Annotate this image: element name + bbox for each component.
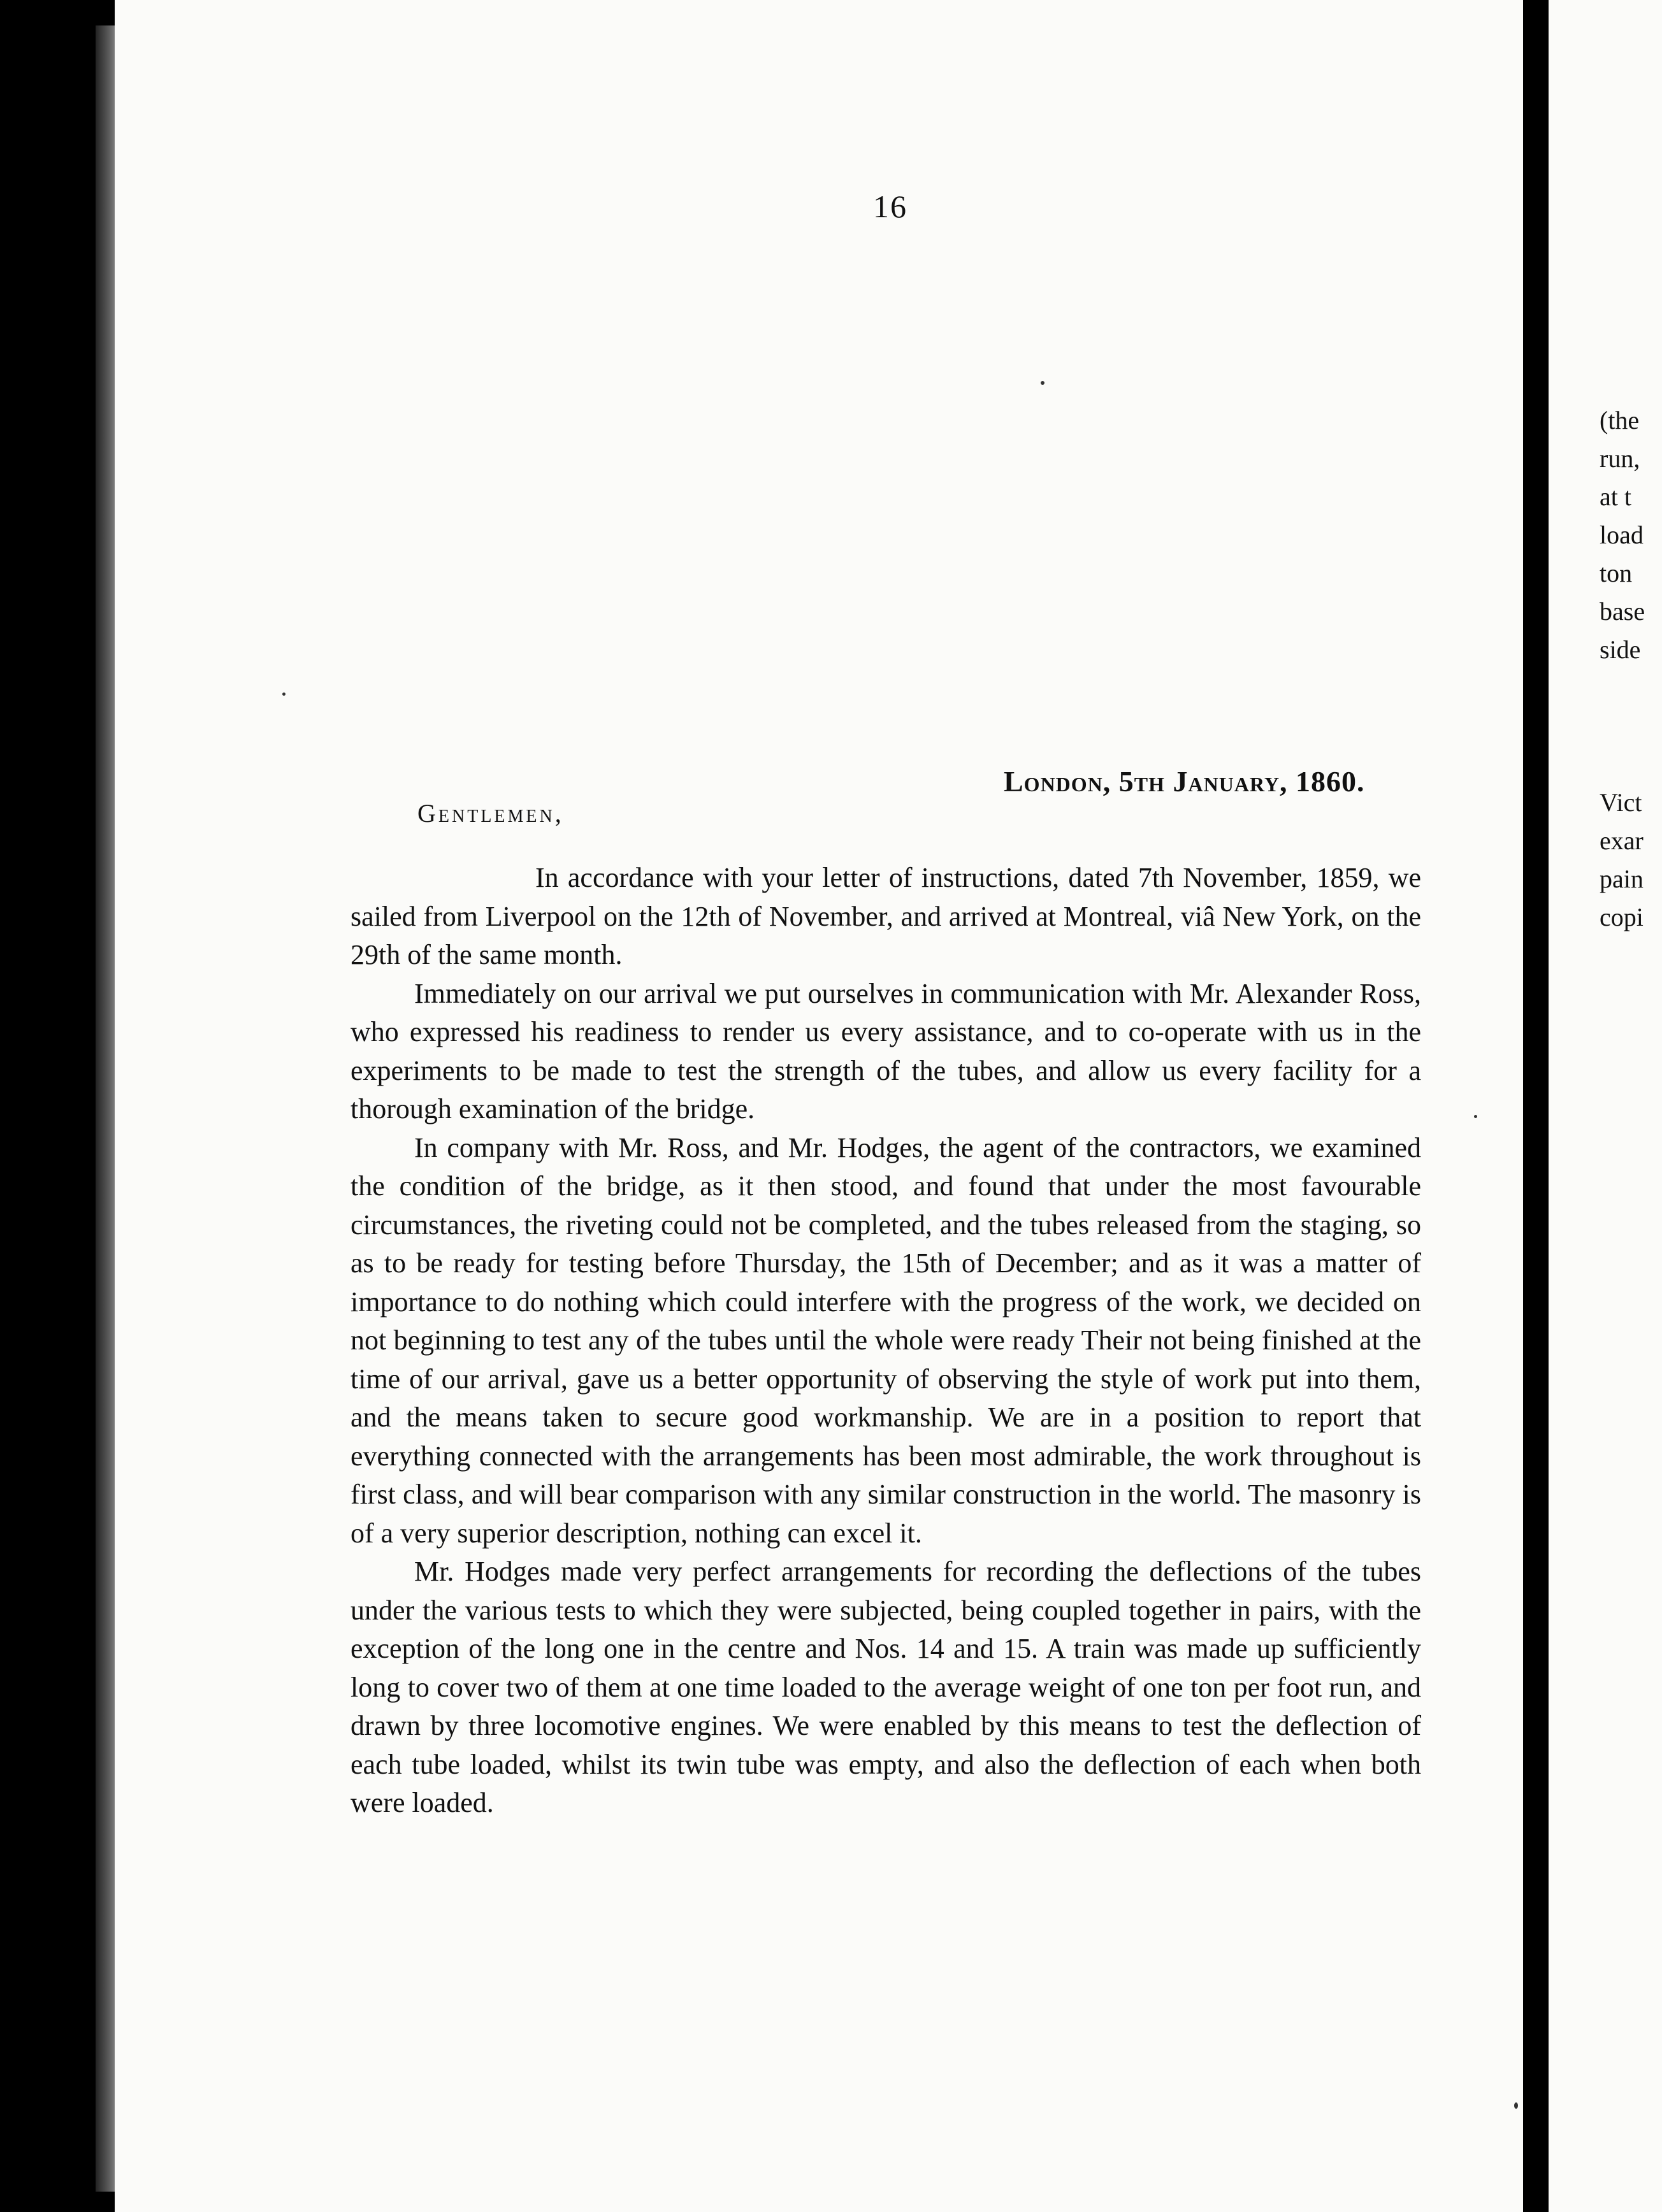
letter-salutation: Gentlemen, bbox=[417, 799, 564, 828]
paragraph-1: In accordance with your letter of instructions, dated 7th November, 1859, we sailed from Liverpool on the 12th of November, and arrived at Montreal, viâ New York, on the 29th of the same month. bbox=[350, 862, 1421, 970]
paragraph-2: Immediately on our arrival we put ourselves in communication with Mr. Alexander Ross, who expressed his readiness to render us every assistance, and to co-operate with us in the experiments to be made to test the strength of the tubes, and allow us every facility for a thorough examination of the bridge. bbox=[350, 977, 1421, 1124]
facing-page-fragment-2: Vict exar pain copi bbox=[1600, 788, 1644, 931]
paragraph-4: Mr. Hodges made very perfect arrangements for recording the deflections of the tubes under the various tests to which they were subjected, being coupled together in pairs, with the exception of the long one in the centre and Nos. 14 and 15. A train was made up sufficiently long to cover two of them at one time loaded to the average weight of one ton per foot run, and drawn by three locomotive engines. We were enabled by this means to test the deflection of each tube loaded, whilst its twin tube was empty, and also the deflection of each when both were loaded. bbox=[350, 1556, 1421, 1818]
page-number: 16 bbox=[873, 189, 907, 224]
facing-page-fragment-1: (the run, at t load ton base side bbox=[1600, 406, 1645, 664]
letter-body bbox=[350, 859, 1421, 1823]
print-speck bbox=[282, 693, 285, 696]
book-gutter bbox=[1523, 0, 1549, 2212]
print-speck bbox=[1041, 381, 1044, 385]
paragraph-3: In company with Mr. Ross, and Mr. Hodges, the agent of the contractors, we examined the condition of the bridge, as it then stood, and found that under the most favourable circumstances, the riveting could not be completed, and the tubes released from the staging, so as to be ready for testing before Thursday, the 15th of December; and as it was a matter of importance to do nothing which could interfere with the progress of the work, we decided on not beginning to test any of the tubes until the whole were ready Their not being finished at the time of our arrival, gave us a better opportunity of observing the style of work put into them, and the means taken to secure good workmanship. We are in a position to report that everything connected with the arrangements has been most admirable, the work throughout is first class, and will bear comparison with any similar construction in the world. The masonry is of a very superior description, nothing can excel it. bbox=[350, 1131, 1421, 1549]
letter-dateline: London, 5th January, 1860. bbox=[1004, 765, 1365, 798]
facing-page-text bbox=[1600, 325, 1645, 975]
print-speck bbox=[1474, 1115, 1477, 1118]
print-speck bbox=[1514, 2102, 1518, 2109]
